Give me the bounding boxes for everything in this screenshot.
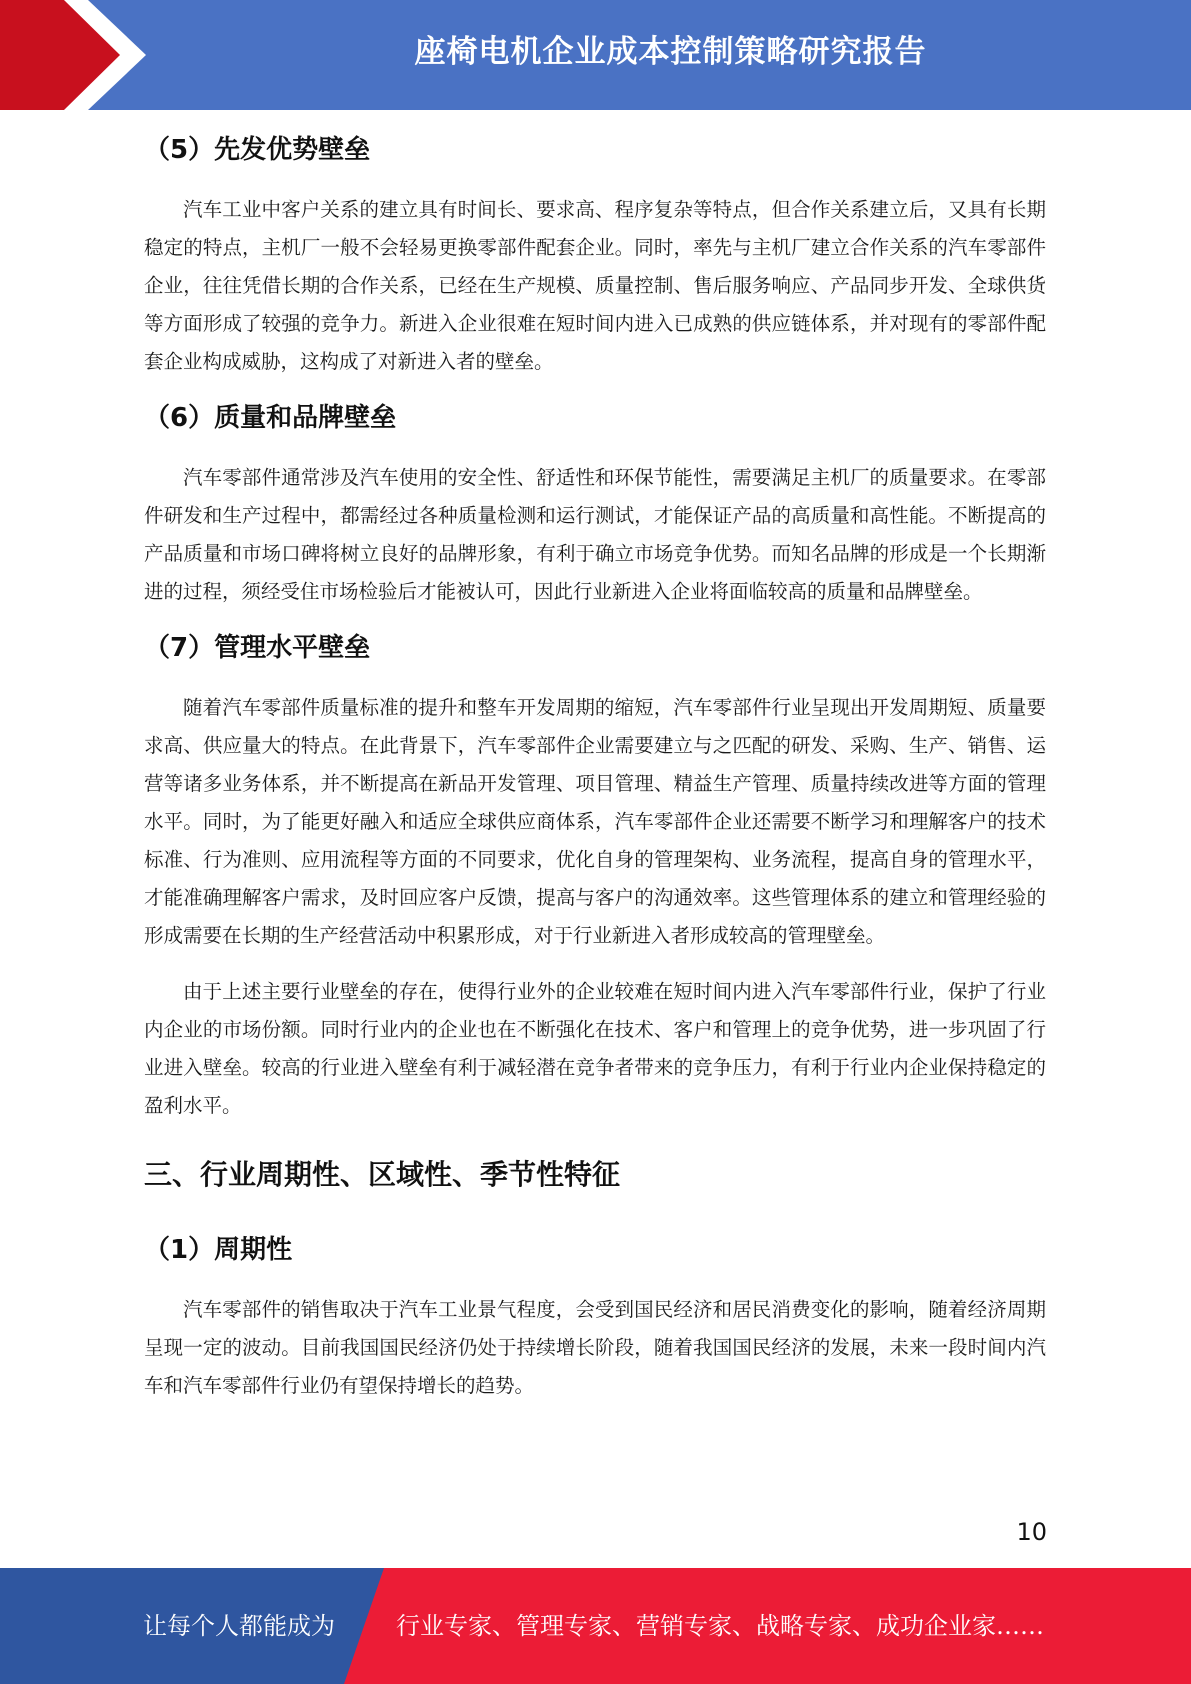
heading-quality-brand-barrier: （6）质量和品牌壁垒 [144,403,397,433]
section-heading-industry-characteristics: 三、行业周期性、区域性、季节性特征 [144,1158,621,1191]
report-title: 座椅电机企业成本控制策略研究报告 [414,34,927,70]
paragraph-first-mover-barrier: 汽车工业中客户关系的建立具有时间长、要求高、程序复杂等特点，但合作关系建立后，又具有长期稳定的特点，主机厂一般不会轻易更换零部件配套企业。同时，率先与主机厂建立合作关系的汽车零部件企业，往往凭借长期的合作关系，已经在生产规模、质量控制、售后服务响应、产品同步开发、全球供货等方面形成了较强的竞争力。新进入企业很难在短时间内进入已成熟的供应链体系，并对现有的零部件配套企业构成威胁，这构成了对新进入者的壁垒。 [144,198,1046,373]
page-header [0,0,1191,110]
page-number: 10 [1016,1518,1047,1546]
paragraph-barrier-summary: 由于上述主要行业壁垒的存在，使得行业外的企业较难在短时间内进入汽车零部件行业，保护了行业内企业的市场份额。同时行业内的企业也在不断强化在技术、客户和管理上的竞争优势，进一步巩固了行业进入壁垒。较高的行业进入壁垒有利于减轻潜在竞争者带来的竞争压力，有利于行业内企业保持稳定的盈利水平。 [144,980,1046,1117]
heading-management-barrier: （7）管理水平壁垒 [144,633,371,663]
heading-cyclicality: （1）周期性 [144,1235,293,1265]
page-footer [0,1568,1191,1684]
paragraph-cyclicality: 汽车零部件的销售取决于汽车工业景气程度，会受到国民经济和居民消费变化的影响，随着经济周期呈现一定的波动。目前我国国民经济仍处于持续增长阶段，随着我国国民经济的发展，未来一段时间内汽车和汽车零部件行业仍有望保持增长的趋势。 [144,1298,1046,1397]
heading-first-mover-barrier: （5）先发优势壁垒 [144,135,371,165]
footer-slogan-left: 让每个人都能成为 [143,1612,335,1640]
paragraph-management-barrier: 随着汽车零部件质量标准的提升和整车开发周期的缩短，汽车零部件行业呈现出开发周期短、质量要求高、供应量大的特点。在此背景下，汽车零部件企业需要建立与之匹配的研发、采购、生产、销售、运营等诸多业务体系，并不断提高在新品开发管理、项目管理、精益生产管理、质量持续改进等方面的管理水平。同时，为了能更好融入和适应全球供应商体系，汽车零部件企业还需要不断学习和理解客户的技术标准、行为准则、应用流程等方面的不同要求，优化自身的管理架构、业务流程，提高自身的管理水平，才能准确理解客户需求，及时回应客户反馈，提高与客户的沟通效率。这些管理体系的建立和管理经验的形成需要在长期的生产经营活动中积累形成，对于行业新进入者形成较高的管理壁垒。 [144,696,1046,947]
header-chevron-decoration [0,0,160,110]
document-body [144,125,1046,1405]
footer-slogan-right: 行业专家、管理专家、营销专家、战略专家、成功企业家…… [396,1612,1044,1640]
paragraph-quality-brand-barrier: 汽车零部件通常涉及汽车使用的安全性、舒适性和环保节能性，需要满足主机厂的质量要求。在零部件研发和生产过程中，都需经过各种质量检测和运行测试，才能保证产品的高质量和高性能。不断提高的产品质量和市场口碑将树立良好的品牌形象，有利于确立市场竞争优势。而知名品牌的形成是一个长期渐进的过程，须经受住市场检验后才能被认可，因此行业新进入企业将面临较高的质量和品牌壁垒。 [144,466,1046,603]
